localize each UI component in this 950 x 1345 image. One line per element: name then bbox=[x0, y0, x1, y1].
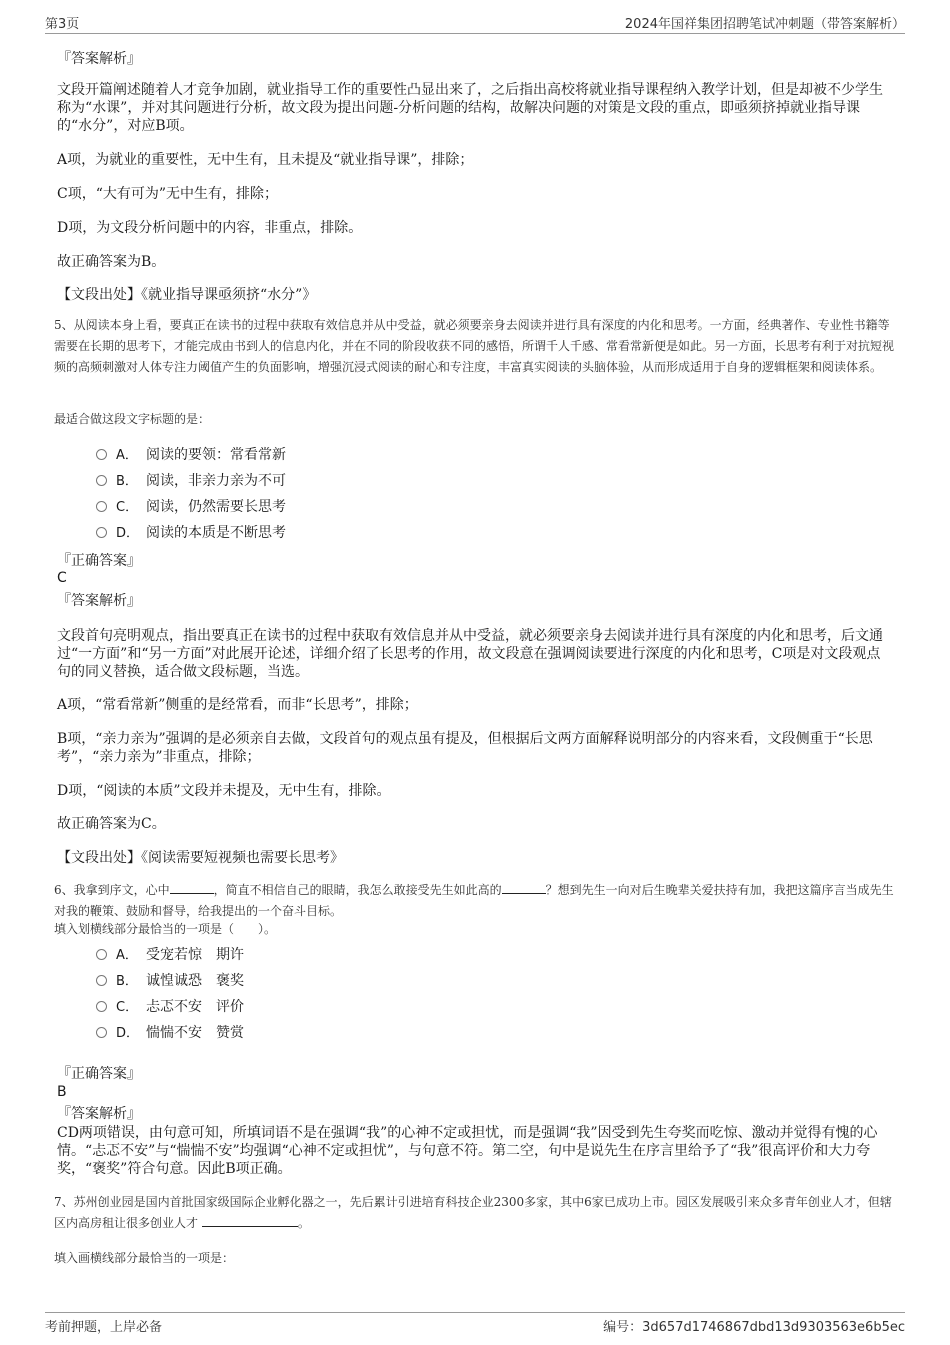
analysis-option-b: B项，“亲力亲为”强调的是必须亲自去做，文段首句的观点虽有提及，但根据后文两方面解释说明部分的内容来看，文段侧重于“长思考”，“亲力亲为”非重点，排除； bbox=[57, 731, 873, 765]
analysis-paragraph: 文段开篇阐述随着人才竞争加剧，就业指导工作的重要性凸显出来了，之后指出高校将就业指导课程纳入教学计划，但是却被不少学生称为“水课”，并对其问题进行分析，故文段为提出问题-分析问题的结构，故解决问题的对策是文段的重点，即亟须挤掉就业指导课的“水分”，对应B项。 bbox=[57, 82, 883, 134]
question-5-option-a[interactable] bbox=[96, 446, 286, 465]
radio-button[interactable] bbox=[96, 1001, 107, 1012]
option-word-2: 褒奖 bbox=[216, 973, 244, 989]
analysis-label: 『答案解析』 bbox=[57, 51, 141, 67]
source-citation: 【文段出处】《就业指导课亟须挤“水分”》 bbox=[57, 287, 317, 303]
option-letter: A． bbox=[116, 448, 138, 463]
question-5-prompt: 最适合做这段文字标题的是： bbox=[54, 412, 211, 426]
stem-part: 6、我拿到序文，心中 bbox=[54, 883, 170, 897]
correct-answer-label: 『正确答案』 bbox=[57, 1066, 141, 1082]
correct-answer-label: 『正确答案』 bbox=[57, 553, 141, 569]
radio-button[interactable] bbox=[96, 527, 107, 538]
option-text: 阅读的本质是不断思考 bbox=[146, 525, 286, 541]
analysis-conclusion: 故正确答案为B。 bbox=[57, 254, 166, 270]
option-word-1: 诚惶诚恐 bbox=[146, 973, 202, 989]
stem-part: ，简直不相信自己的眼睛，我怎么敢接受先生如此高的 bbox=[213, 883, 502, 897]
analysis-option-a: A项，为就业的重要性，无中生有，且未提及“就业指导课”，排除； bbox=[57, 152, 474, 168]
source-citation: 【文段出处】《阅读需要短视频也需要长思考》 bbox=[57, 850, 344, 866]
option-letter: A． bbox=[116, 948, 138, 963]
option-word-2: 期许 bbox=[216, 947, 244, 963]
radio-button[interactable] bbox=[96, 501, 107, 512]
analysis-option-c: C项，“大有可为”无中生有，排除； bbox=[57, 186, 279, 202]
option-word-1: 受宠若惊 bbox=[146, 947, 202, 963]
code-value: 3d657d1746867dbd13d9303563e6b5ec bbox=[642, 1320, 905, 1335]
analysis-label: 『答案解析』 bbox=[57, 1106, 141, 1122]
question-5-option-d[interactable] bbox=[96, 524, 286, 543]
question-6-option-c[interactable] bbox=[96, 998, 244, 1017]
document-code bbox=[603, 1316, 905, 1335]
radio-button[interactable] bbox=[96, 975, 107, 986]
question-7-stem bbox=[54, 1192, 896, 1234]
question-6-stem bbox=[54, 880, 896, 922]
analysis-label: 『答案解析』 bbox=[57, 593, 141, 609]
fill-blank bbox=[502, 882, 546, 894]
analysis-option-d: D项，“阅读的本质”文段并未提及，无中生有，排除。 bbox=[57, 783, 391, 799]
option-text: 阅读，非亲力亲为不可 bbox=[146, 473, 286, 489]
stem-part: ？想到先生一向对后生晚辈关爱扶持有加，我把这篇序言当成先生对我的鞭策、鼓励和督导，给我提出的一个奋斗目标。 bbox=[54, 883, 894, 918]
footer-motto: 考前押题，上岸必备 bbox=[45, 1320, 163, 1335]
question-5-stem: 5、从阅读本身上看，要真正在读书的过程中获取有效信息并从中受益，就必须要亲身去阅读并进行具有深度的内化和思考。一方面，经典著作、专业性书籍等需要在长期的思考下，才能完成由书到人的信息内化，并在不同的阶段收获不同的感悟，所谓千人千感、常看常新便是如此。另一方面，长思考有利于对抗短视频的高频刺激对人体专注力阈值产生的负面影响，增强沉浸式阅读的耐心和专注度，丰富真实阅读的头脑体验，从而形成适用于自身的逻辑框架和阅读体系。 bbox=[54, 318, 895, 374]
radio-button[interactable] bbox=[96, 949, 107, 960]
option-word-2: 赞赏 bbox=[216, 1025, 244, 1041]
fill-blank bbox=[170, 882, 214, 894]
option-text: 阅读，仍然需要长思考 bbox=[146, 499, 286, 515]
correct-answer: B bbox=[57, 1084, 67, 1100]
page-footer bbox=[45, 1312, 905, 1336]
option-word-1: 惴惴不安 bbox=[146, 1025, 202, 1041]
radio-button[interactable] bbox=[96, 1027, 107, 1038]
page-header bbox=[45, 10, 905, 34]
option-word-2: 评价 bbox=[216, 999, 244, 1015]
correct-answer: C bbox=[57, 570, 67, 586]
question-6-option-d[interactable] bbox=[96, 1024, 244, 1043]
option-letter: B． bbox=[116, 474, 138, 489]
question-6-prompt: 填入划横线部分最恰当的一项是（ ）。 bbox=[54, 922, 277, 936]
analysis-option-a: A项，“常看常新”侧重的是经常看，而非“长思考”，排除； bbox=[57, 697, 418, 713]
analysis-paragraph: 文段首句亮明观点，指出要真正在读书的过程中获取有效信息并从中受益，就必须要亲身去阅读并进行具有深度的内化和思考，后文通过“一方面”和“另一方面”对此展开论述，详细介绍了长思考的作用，故文段意在强调阅读要进行深度的内化和思考，C项是对文段观点句的同义替换，适合做文段标题，当选。 bbox=[57, 628, 883, 680]
question-5-option-b[interactable] bbox=[96, 472, 286, 491]
question-6-option-b[interactable] bbox=[96, 972, 244, 991]
radio-button[interactable] bbox=[96, 475, 107, 486]
page-number: 第3页 bbox=[45, 17, 80, 32]
analysis-paragraph: CD两项错误，由句意可知，所填词语不是在强调“我”的心神不定或担忧，而是强调“我”因受到先生夸奖而吃惊、激动并觉得有愧的心情。“忐忑不安”与“惴惴不安”均强调“心神不定或担忧”，与句意不符。第二空，句中是说先生在序言里给予了“我”很高评价和大力夸奖，“褒奖”符合句意。因此B项正确。 bbox=[57, 1125, 878, 1177]
stem-part: 7、苏州创业园是国内首批国家级国际企业孵化器之一，先后累计引进培育科技企业2300多家，其中6家已成功上市。园区发展吸引来众多青年创业人才，但辖区内高房租让很多创业人才 bbox=[54, 1195, 892, 1230]
option-letter: D． bbox=[116, 526, 140, 541]
radio-button[interactable] bbox=[96, 449, 107, 460]
document-title: 2024年国祥集团招聘笔试冲刺题（带答案解析） bbox=[624, 17, 905, 32]
option-letter: D． bbox=[116, 1026, 140, 1041]
option-text: 阅读的要领：常看常新 bbox=[146, 447, 286, 463]
option-letter: C． bbox=[116, 1000, 139, 1015]
analysis-conclusion: 故正确答案为C。 bbox=[57, 816, 166, 832]
question-6-option-a[interactable] bbox=[96, 946, 244, 965]
question-5-option-c[interactable] bbox=[96, 498, 286, 517]
fill-blank bbox=[202, 1215, 298, 1227]
analysis-option-d: D项，为文段分析问题中的内容，非重点，排除。 bbox=[57, 220, 363, 236]
question-7-prompt: 填入画横线部分最恰当的一项是： bbox=[54, 1251, 235, 1265]
option-letter: B． bbox=[116, 974, 138, 989]
code-label: 编号： bbox=[603, 1320, 643, 1335]
option-word-1: 忐忑不安 bbox=[146, 999, 202, 1015]
stem-part: 。 bbox=[297, 1216, 310, 1230]
option-letter: C． bbox=[116, 500, 139, 515]
